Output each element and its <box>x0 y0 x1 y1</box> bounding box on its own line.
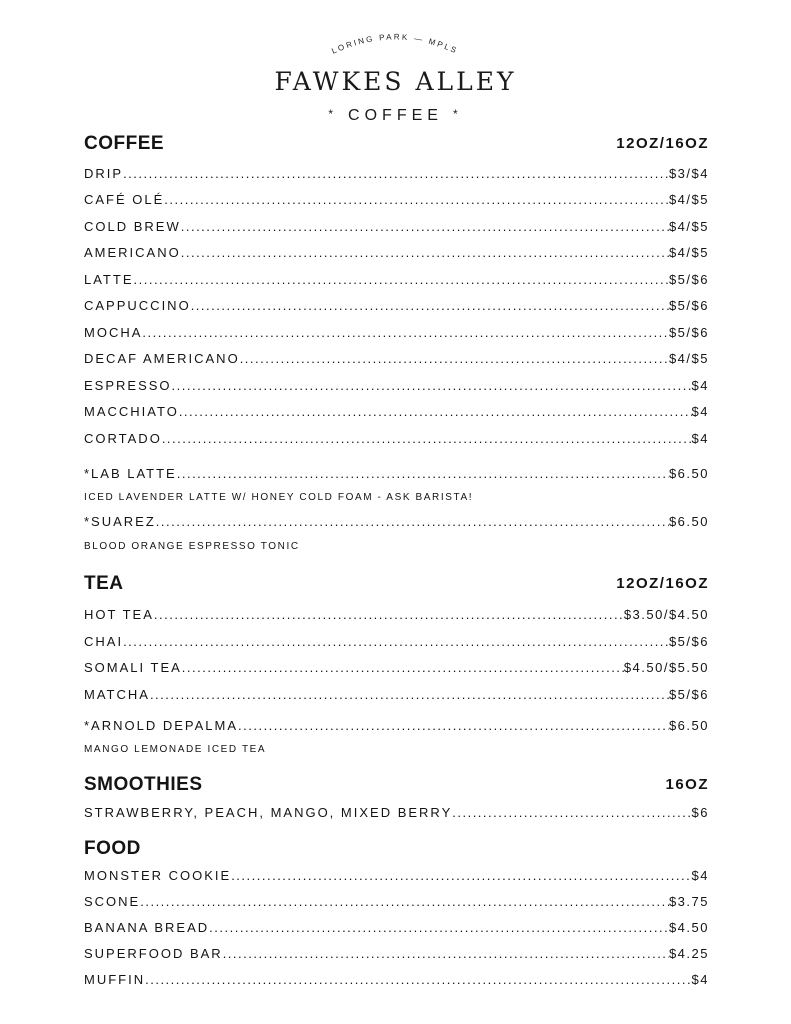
item-name: BANANA BREAD <box>84 920 210 935</box>
item-name: MATCHA <box>84 687 150 702</box>
item-name: MONSTER COOKIE <box>84 868 232 883</box>
menu-item <box>84 166 709 184</box>
item-description: MANGO LEMONADE ICED TEA <box>84 744 267 755</box>
tea-section-header <box>84 573 709 597</box>
leader-dots <box>209 920 669 935</box>
menu-item <box>84 894 709 912</box>
leader-dots <box>452 805 691 820</box>
special-item <box>84 466 709 484</box>
menu-item <box>84 687 709 705</box>
item-name: SCONE <box>84 894 141 909</box>
logo-subtitle: COFFEE <box>348 107 443 124</box>
menu-item <box>84 272 709 290</box>
leader-dots <box>240 351 669 366</box>
item-price: $4 <box>691 972 709 987</box>
menu-item <box>84 607 709 625</box>
item-description: BLOOD ORANGE ESPRESSO TONIC <box>84 541 300 552</box>
item-price: $5/$6 <box>668 272 709 287</box>
item-name: HOT TEA <box>84 607 154 622</box>
svg-text:LORING PARK — MPLS <box>330 32 459 55</box>
menu-item <box>84 920 709 938</box>
menu-item <box>84 325 709 343</box>
item-price: $3.50/$4.50 <box>623 607 709 622</box>
leader-dots <box>154 607 624 622</box>
logo <box>0 0 791 135</box>
item-name: ESPRESSO <box>84 378 172 393</box>
item-name: DRIP <box>84 166 124 181</box>
leader-dots <box>164 192 669 207</box>
star-icon: * <box>452 107 463 121</box>
leader-dots <box>223 946 669 961</box>
leader-dots <box>231 868 691 883</box>
item-price: $3/$4 <box>668 166 709 181</box>
smoothies-section-header <box>84 774 709 798</box>
item-name: DECAF AMERICANO <box>84 351 240 366</box>
section-title: TEA <box>84 573 124 594</box>
item-price: $5/$6 <box>668 687 709 702</box>
item-price: $6 <box>691 805 709 820</box>
leader-dots <box>162 431 692 446</box>
leader-dots <box>123 166 669 181</box>
section-title: FOOD <box>84 838 141 859</box>
item-name: SUPERFOOD BAR <box>84 946 223 961</box>
item-name: CHAI <box>84 634 124 649</box>
item-name: COLD BREW <box>84 219 181 234</box>
leader-dots <box>179 404 692 419</box>
item-name: SOMALI TEA <box>84 660 182 675</box>
item-name: MUFFIN <box>84 972 146 987</box>
item-name: LATTE <box>84 272 134 287</box>
menu-item <box>84 351 709 369</box>
special-item <box>84 718 709 736</box>
coffee-section-header <box>84 133 709 157</box>
menu-item <box>84 404 709 422</box>
item-name: MOCHA <box>84 325 143 340</box>
menu-item <box>84 805 709 823</box>
item-price: $4.50 <box>668 920 709 935</box>
logo-subtitle-row <box>0 107 791 125</box>
leader-dots <box>191 298 669 313</box>
item-price: $4/$5 <box>668 351 709 366</box>
item-price: $4 <box>691 378 709 393</box>
logo-name: FAWKES ALLEY <box>274 67 517 96</box>
item-price: $4 <box>691 404 709 419</box>
item-price: $4.25 <box>668 946 709 961</box>
menu-item <box>84 660 709 678</box>
section-title: SMOOTHIES <box>84 774 203 795</box>
item-name: STRAWBERRY, PEACH, MANGO, MIXED BERRY <box>84 805 453 820</box>
item-name: MACCHIATO <box>84 404 179 419</box>
item-price: $6.50 <box>668 718 709 733</box>
star-icon: * <box>328 107 339 121</box>
menu-item <box>84 219 709 237</box>
section-title: COFFEE <box>84 133 165 154</box>
menu-item <box>84 298 709 316</box>
leader-dots <box>145 972 691 987</box>
leader-dots <box>134 272 669 287</box>
item-price: $4/$5 <box>668 219 709 234</box>
leader-dots <box>182 660 624 675</box>
item-price: $5/$6 <box>668 298 709 313</box>
item-name: AMERICANO <box>84 245 181 260</box>
menu-item <box>84 431 709 449</box>
menu-item <box>84 378 709 396</box>
leader-dots <box>123 634 669 649</box>
item-name: CAPPUCCINO <box>84 298 191 313</box>
item-price: $5/$6 <box>668 634 709 649</box>
leader-dots <box>238 718 669 733</box>
leader-dots <box>140 894 669 909</box>
menu-item <box>84 868 709 886</box>
menu-item <box>84 192 709 210</box>
item-price: $4 <box>691 431 709 446</box>
special-item <box>84 514 709 532</box>
menu-item <box>84 972 709 990</box>
leader-dots <box>172 378 692 393</box>
item-name: *ARNOLD DEPALMA <box>84 718 239 733</box>
logo-tagline: LORING PARK — MPLS <box>330 32 460 56</box>
item-price: $4 <box>691 868 709 883</box>
leader-dots <box>150 687 669 702</box>
section-size: 12OZ/16OZ <box>616 575 709 592</box>
leader-dots <box>177 466 669 481</box>
item-name: CORTADO <box>84 431 162 446</box>
section-size: 12OZ/16OZ <box>616 135 709 152</box>
leader-dots <box>142 325 669 340</box>
menu-item <box>84 245 709 263</box>
item-name: CAFÉ OLÉ <box>84 192 165 207</box>
item-description: ICED LAVENDER LATTE W/ HONEY COLD FOAM - ASK BARISTA! <box>84 492 474 503</box>
item-price: $6.50 <box>668 466 709 481</box>
item-name: *SUAREZ <box>84 514 156 529</box>
item-price: $4/$5 <box>668 245 709 260</box>
menu-item <box>84 634 709 652</box>
item-name: *LAB LATTE <box>84 466 177 481</box>
food-section-header <box>84 838 709 862</box>
item-price: $4.50/$5.50 <box>623 660 709 675</box>
leader-dots <box>156 514 669 529</box>
leader-dots <box>181 245 669 260</box>
menu-item <box>84 946 709 964</box>
item-price: $3.75 <box>668 894 709 909</box>
item-price: $6.50 <box>668 514 709 529</box>
item-price: $4/$5 <box>668 192 709 207</box>
item-price: $5/$6 <box>668 325 709 340</box>
section-size: 16OZ <box>665 776 709 793</box>
leader-dots <box>181 219 669 234</box>
